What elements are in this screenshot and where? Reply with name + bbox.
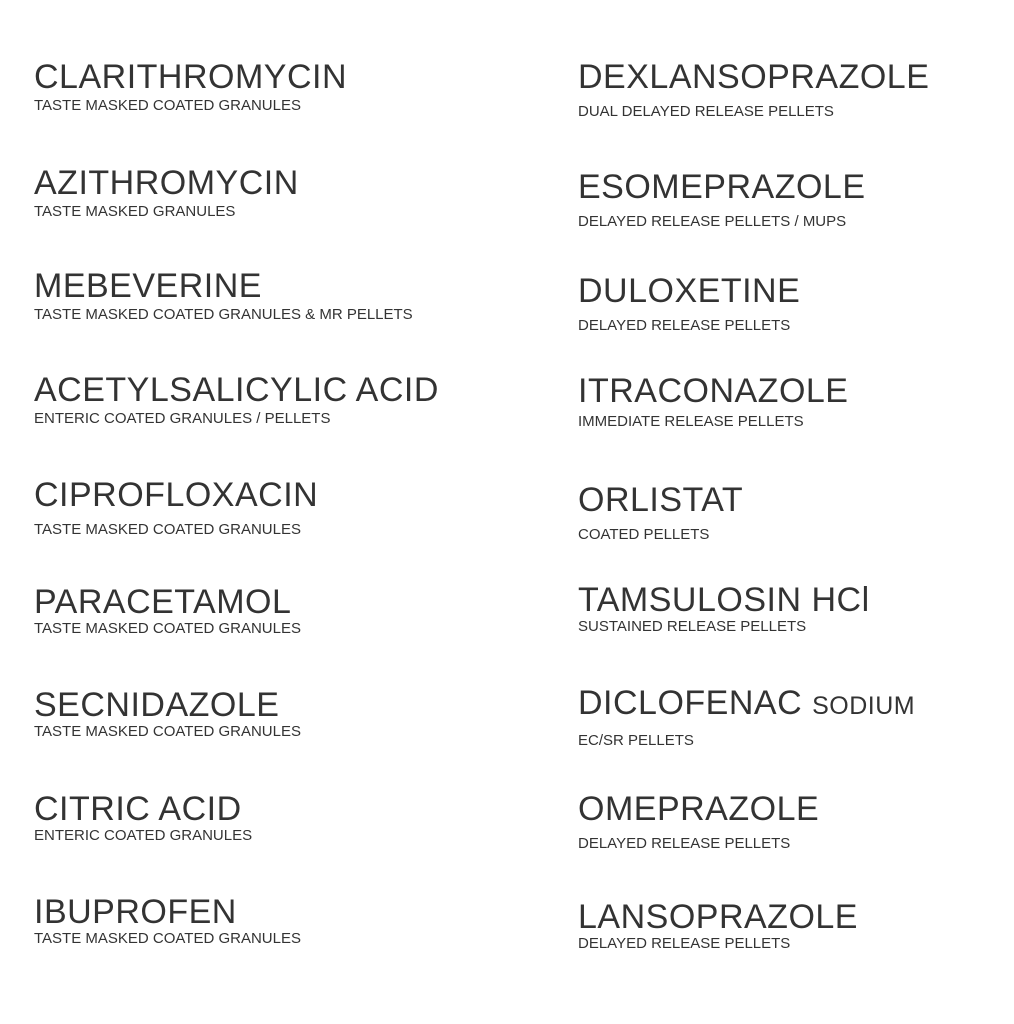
product-description: EC/SR PELLETS — [578, 732, 694, 749]
product-name: IBUPROFEN — [34, 893, 237, 931]
product-description: DELAYED RELEASE PELLETS / MUPS — [578, 213, 847, 230]
product-entry — [578, 60, 929, 119]
product-entry — [578, 274, 800, 333]
product-entry — [34, 166, 299, 219]
product-name: ESOMEPRAZOLE — [578, 168, 866, 206]
product-description: TASTE MASKED COATED GRANULES — [34, 521, 301, 538]
product-name: CITRIC ACID — [34, 790, 242, 828]
product-entry — [34, 792, 252, 843]
product-name: CLARITHROMYCIN — [34, 58, 348, 96]
product-name: LANSOPRAZOLE — [578, 898, 858, 936]
product-description: ENTERIC COATED GRANULES / PELLETS — [34, 410, 331, 427]
product-name: DEXLANSOPRAZOLE — [578, 58, 930, 96]
product-description: TASTE MASKED COATED GRANULES — [34, 97, 301, 114]
product-description: DELAYED RELEASE PELLETS — [578, 935, 791, 952]
product-entry — [34, 269, 413, 322]
product-name — [578, 686, 915, 723]
product-entry — [578, 483, 743, 542]
product-description: SUSTAINED RELEASE PELLETS — [578, 618, 807, 635]
product-entry — [578, 374, 848, 429]
product-entry — [578, 170, 866, 229]
product-description: TASTE MASKED COATED GRANULES — [34, 723, 301, 740]
product-name: ITRACONAZOLE — [578, 372, 849, 410]
product-name: CIPROFLOXACIN — [34, 476, 319, 514]
product-entry — [34, 688, 301, 739]
product-description: COATED PELLETS — [578, 526, 710, 543]
product-name-main: DICLOFENAC — [578, 684, 803, 722]
product-description: TASTE MASKED COATED GRANULES — [34, 620, 301, 637]
product-name: AZITHROMYCIN — [34, 164, 299, 202]
product-description: DELAYED RELEASE PELLETS — [578, 835, 791, 852]
product-name-suffix: SODIUM — [812, 692, 916, 720]
product-description: DELAYED RELEASE PELLETS — [578, 317, 791, 334]
product-name: MEBEVERINE — [34, 267, 262, 305]
product-name: PARACETAMOL — [34, 583, 292, 621]
product-entry — [578, 583, 870, 634]
product-entry — [34, 585, 301, 636]
product-name: TAMSULOSIN HCl — [578, 581, 870, 619]
product-description: ENTERIC COATED GRANULES — [34, 827, 253, 844]
product-entry — [34, 478, 318, 537]
product-name: OMEPRAZOLE — [578, 790, 820, 828]
product-description: DUAL DELAYED RELEASE PELLETS — [578, 103, 834, 120]
product-entry — [34, 60, 347, 113]
product-entry — [578, 792, 819, 851]
product-name: ORLISTAT — [578, 481, 744, 519]
product-description: IMMEDIATE RELEASE PELLETS — [578, 413, 804, 430]
product-entry — [34, 895, 301, 946]
product-entry — [578, 900, 858, 951]
product-name: ACETYLSALICYLIC ACID — [34, 371, 439, 409]
product-description: TASTE MASKED COATED GRANULES & MR PELLETS — [34, 306, 413, 323]
product-description: TASTE MASKED COATED GRANULES — [34, 930, 301, 947]
product-name: SECNIDAZOLE — [34, 686, 280, 724]
product-name: DULOXETINE — [578, 272, 801, 310]
product-entry — [34, 373, 439, 426]
product-entry — [578, 686, 915, 748]
product-description: TASTE MASKED GRANULES — [34, 203, 236, 220]
